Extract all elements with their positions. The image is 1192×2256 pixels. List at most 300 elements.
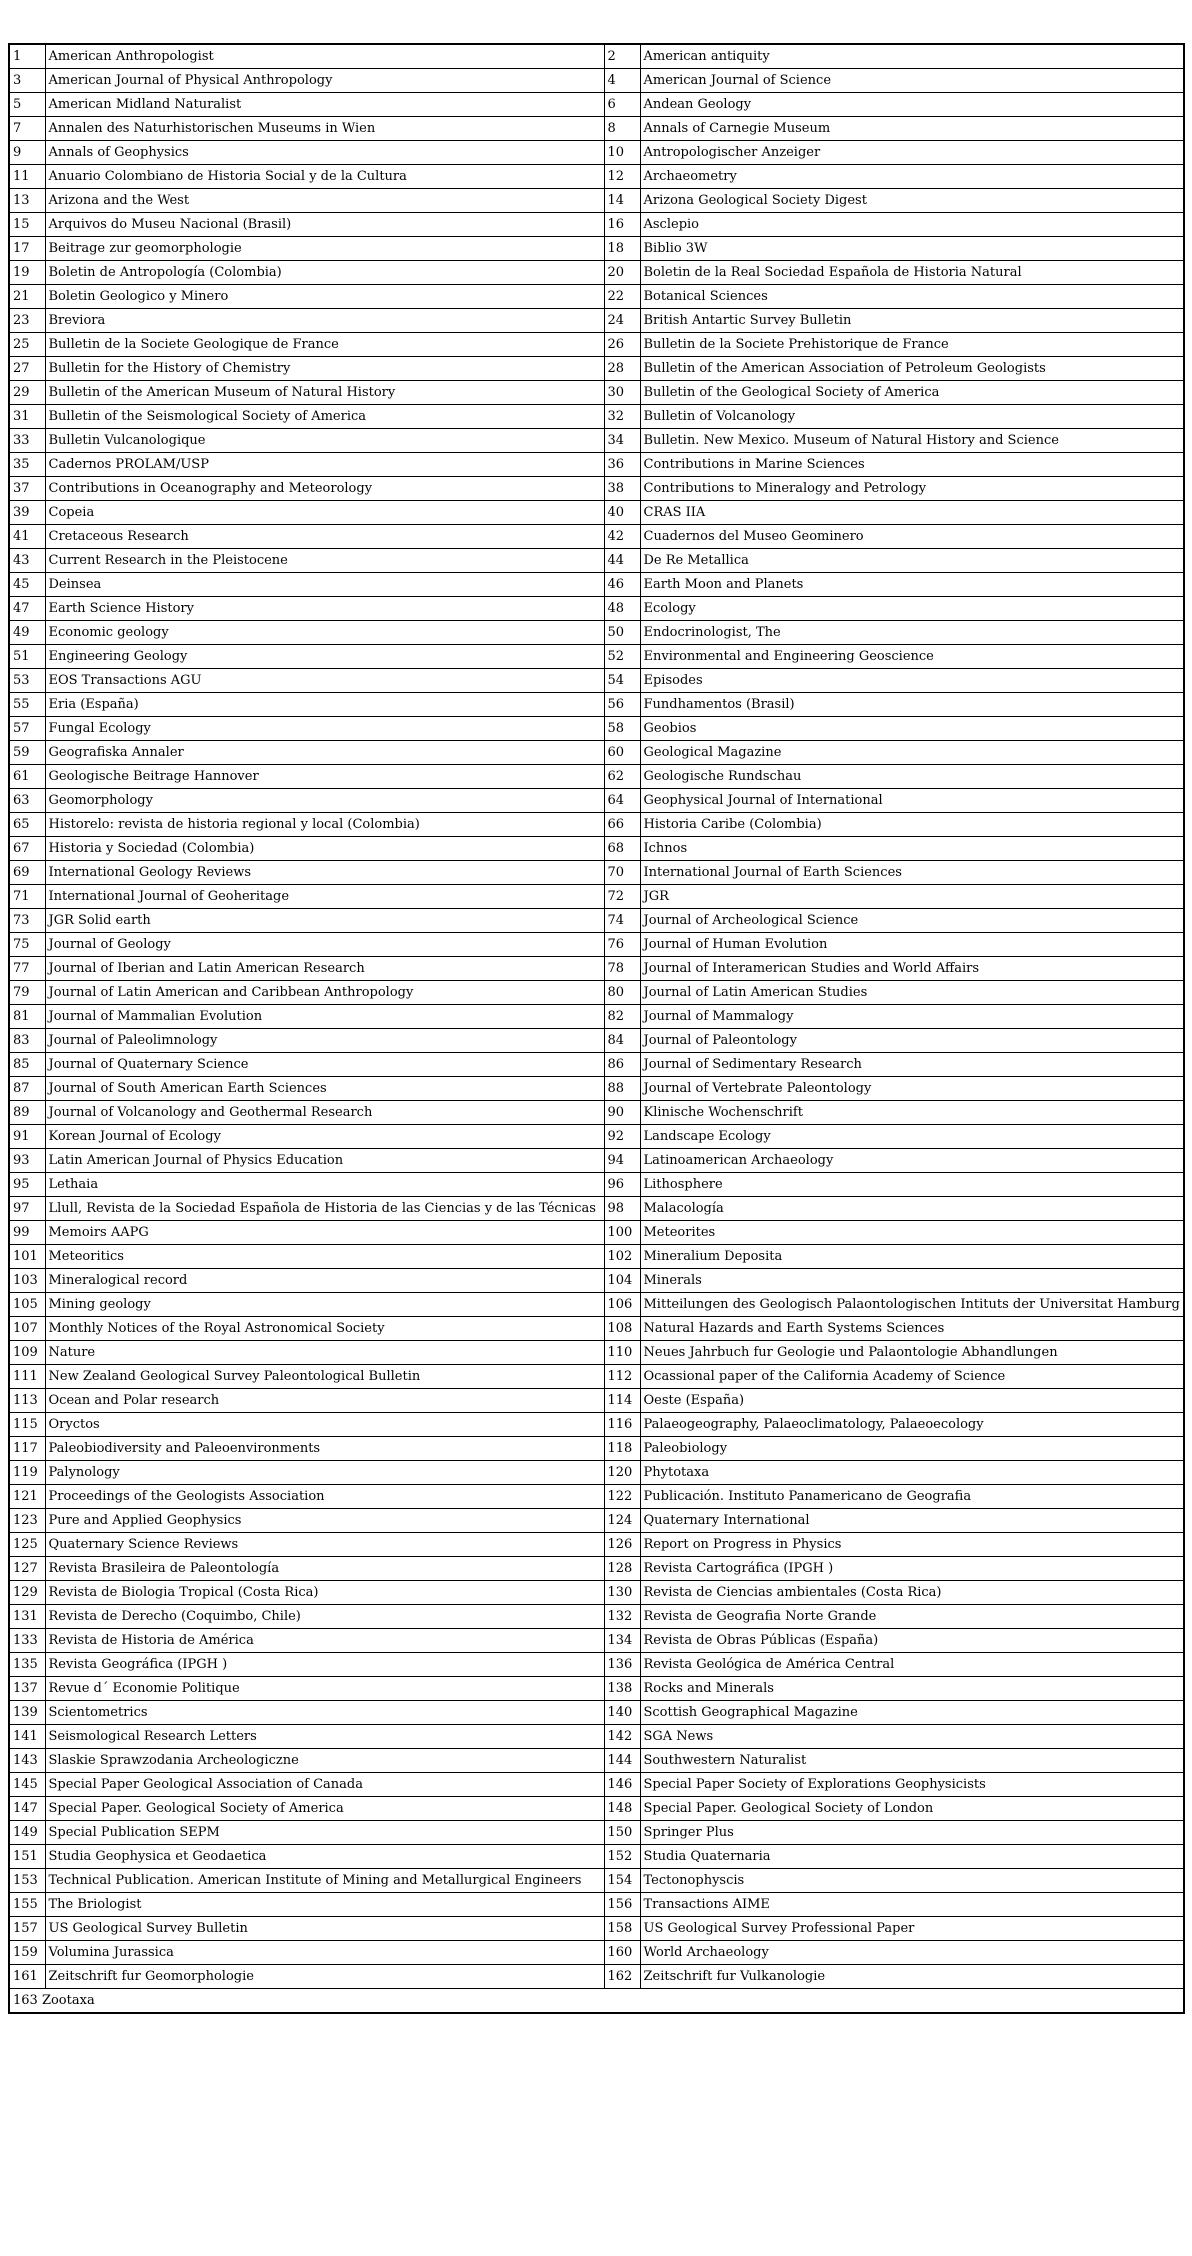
index-cell: 128 [604, 1557, 640, 1581]
journal-cell: American Journal of Science [640, 69, 1184, 93]
table-row [9, 1197, 1184, 1221]
journal-cell: Antropologischer Anzeiger [640, 141, 1184, 165]
journal-cell: Annals of Carnegie Museum [640, 117, 1184, 141]
journal-cell: Geobios [640, 717, 1184, 741]
journal-cell: Engineering Geology [45, 645, 604, 669]
table-row [9, 1749, 1184, 1773]
journal-cell: CRAS IIA [640, 501, 1184, 525]
table-row [9, 477, 1184, 501]
index-cell: 81 [9, 1005, 45, 1029]
journal-cell: Fungal Ecology [45, 717, 604, 741]
journal-cell: Journal of Latin American Studies [640, 981, 1184, 1005]
table-row [9, 1317, 1184, 1341]
index-cell: 39 [9, 501, 45, 525]
journal-cell: British Antartic Survey Bulletin [640, 309, 1184, 333]
index-cell: 3 [9, 69, 45, 93]
index-cell: 55 [9, 693, 45, 717]
table-row [9, 1677, 1184, 1701]
journal-cell: Cretaceous Research [45, 525, 604, 549]
journal-cell: Deinsea [45, 573, 604, 597]
index-cell: 119 [9, 1461, 45, 1485]
journal-cell: Contributions in Marine Sciences [640, 453, 1184, 477]
journal-cell: Journal of Paleontology [640, 1029, 1184, 1053]
journal-cell: Arquivos do Museu Nacional (Brasil) [45, 213, 604, 237]
index-cell: 62 [604, 765, 640, 789]
journal-cell: Revista de Historia de América [45, 1629, 604, 1653]
journal-cell: Special Paper. Geological Society of London [640, 1797, 1184, 1821]
index-cell: 15 [9, 213, 45, 237]
journal-cell: Publicación. Instituto Panamericano de Geografia [640, 1485, 1184, 1509]
index-cell: 70 [604, 861, 640, 885]
index-cell: 13 [9, 189, 45, 213]
index-cell: 156 [604, 1893, 640, 1917]
index-cell: 96 [604, 1173, 640, 1197]
journal-cell: Seismological Research Letters [45, 1725, 604, 1749]
journal-cell: JGR Solid earth [45, 909, 604, 933]
index-cell: 109 [9, 1341, 45, 1365]
journal-cell: Geologische Beitrage Hannover [45, 765, 604, 789]
index-cell: 132 [604, 1605, 640, 1629]
index-cell: 144 [604, 1749, 640, 1773]
index-cell: 18 [604, 237, 640, 261]
table-row [9, 669, 1184, 693]
index-cell: 147 [9, 1797, 45, 1821]
journal-cell: Journal of South American Earth Sciences [45, 1077, 604, 1101]
journal-cell: Lithosphere [640, 1173, 1184, 1197]
journal-cell: Bulletin. New Mexico. Museum of Natural History and Science [640, 429, 1184, 453]
journal-cell: Special Paper. Geological Society of America [45, 1797, 604, 1821]
index-cell: 4 [604, 69, 640, 93]
journal-cell: Historia y Sociedad (Colombia) [45, 837, 604, 861]
index-cell: 148 [604, 1797, 640, 1821]
index-cell: 69 [9, 861, 45, 885]
index-cell: 49 [9, 621, 45, 645]
journal-cell: Journal of Vertebrate Paleontology [640, 1077, 1184, 1101]
index-cell: 6 [604, 93, 640, 117]
index-cell: 32 [604, 405, 640, 429]
journal-cell: Neues Jahrbuch fur Geologie und Palaontologie Abhandlungen [640, 1341, 1184, 1365]
table-row [9, 357, 1184, 381]
index-cell: 30 [604, 381, 640, 405]
table-row [9, 1269, 1184, 1293]
journal-cell: Klinische Wochenschrift [640, 1101, 1184, 1125]
journal-cell: SGA News [640, 1725, 1184, 1749]
journal-cell: Paleobiology [640, 1437, 1184, 1461]
index-cell: 100 [604, 1221, 640, 1245]
journal-cell: Mining geology [45, 1293, 604, 1317]
journal-cell: Ocean and Polar research [45, 1389, 604, 1413]
index-cell: 151 [9, 1845, 45, 1869]
journal-cell: Eria (España) [45, 693, 604, 717]
table-row [9, 429, 1184, 453]
index-cell: 71 [9, 885, 45, 909]
index-cell: 116 [604, 1413, 640, 1437]
index-cell: 25 [9, 333, 45, 357]
table-row [9, 885, 1184, 909]
index-cell: 98 [604, 1197, 640, 1221]
index-cell: 152 [604, 1845, 640, 1869]
index-cell: 56 [604, 693, 640, 717]
journal-cell: American Midland Naturalist [45, 93, 604, 117]
journal-cell: American Journal of Physical Anthropology [45, 69, 604, 93]
table-row [9, 1389, 1184, 1413]
index-cell: 1 [9, 44, 45, 69]
table-row [9, 1293, 1184, 1317]
table-row [9, 1245, 1184, 1269]
journal-cell: Landscape Ecology [640, 1125, 1184, 1149]
index-cell: 80 [604, 981, 640, 1005]
index-cell: 5 [9, 93, 45, 117]
journal-cell: Llull, Revista de la Sociedad Española de Historia de las Ciencias y de las Técnicas [45, 1197, 604, 1221]
index-cell: 145 [9, 1773, 45, 1797]
journal-cell: Revista de Derecho (Coquimbo, Chile) [45, 1605, 604, 1629]
journal-cell: Boletin de Antropología (Colombia) [45, 261, 604, 285]
index-cell: 34 [604, 429, 640, 453]
journal-cell: Volumina Jurassica [45, 1941, 604, 1965]
journal-cell: Oeste (España) [640, 1389, 1184, 1413]
journal-cell: Mineralogical record [45, 1269, 604, 1293]
journal-cell: Bulletin de la Societe Prehistorique de France [640, 333, 1184, 357]
journal-cell: Geologische Rundschau [640, 765, 1184, 789]
index-cell: 135 [9, 1653, 45, 1677]
journal-cell: Journal of Interamerican Studies and World Affairs [640, 957, 1184, 981]
index-cell: 72 [604, 885, 640, 909]
journal-cell: Environmental and Engineering Geoscience [640, 645, 1184, 669]
index-cell: 53 [9, 669, 45, 693]
index-cell: 84 [604, 1029, 640, 1053]
table-row [9, 1029, 1184, 1053]
journal-cell: Endocrinologist, The [640, 621, 1184, 645]
index-cell: 131 [9, 1605, 45, 1629]
index-cell: 126 [604, 1533, 640, 1557]
index-cell: 108 [604, 1317, 640, 1341]
journal-cell: Contributions to Mineralogy and Petrology [640, 477, 1184, 501]
journal-cell: Archaeometry [640, 165, 1184, 189]
journal-cell: Special Paper Geological Association of Canada [45, 1773, 604, 1797]
table-row [9, 1053, 1184, 1077]
index-cell: 21 [9, 285, 45, 309]
journal-cell: Revista de Biologia Tropical (Costa Rica) [45, 1581, 604, 1605]
journal-cell: Scottish Geographical Magazine [640, 1701, 1184, 1725]
index-cell: 94 [604, 1149, 640, 1173]
table-row [9, 1605, 1184, 1629]
journal-cell: Economic geology [45, 621, 604, 645]
table-row [9, 957, 1184, 981]
index-cell: 120 [604, 1461, 640, 1485]
journal-cell: Revista Geográfica (IPGH ) [45, 1653, 604, 1677]
index-cell: 87 [9, 1077, 45, 1101]
index-cell: 76 [604, 933, 640, 957]
index-cell: 59 [9, 741, 45, 765]
table-row [9, 213, 1184, 237]
index-cell: 125 [9, 1533, 45, 1557]
table-row [9, 645, 1184, 669]
journal-cell: Earth Moon and Planets [640, 573, 1184, 597]
table-row [9, 285, 1184, 309]
journal-cell: Journal of Volcanology and Geothermal Research [45, 1101, 604, 1125]
journal-cell: Arizona and the West [45, 189, 604, 213]
index-cell: 65 [9, 813, 45, 837]
index-cell: 57 [9, 717, 45, 741]
journal-cell: Palynology [45, 1461, 604, 1485]
index-cell: 31 [9, 405, 45, 429]
index-cell: 142 [604, 1725, 640, 1749]
journal-cell: Proceedings of the Geologists Association [45, 1485, 604, 1509]
table-row [9, 621, 1184, 645]
index-cell: 97 [9, 1197, 45, 1221]
table-row [9, 549, 1184, 573]
index-cell: 85 [9, 1053, 45, 1077]
index-cell: 157 [9, 1917, 45, 1941]
index-cell: 74 [604, 909, 640, 933]
table-row [9, 909, 1184, 933]
journal-cell: Botanical Sciences [640, 285, 1184, 309]
journal-cell: Earth Science History [45, 597, 604, 621]
journal-cell: Contributions in Oceanography and Meteorology [45, 477, 604, 501]
index-cell: 141 [9, 1725, 45, 1749]
journal-cell: Monthly Notices of the Royal Astronomical Society [45, 1317, 604, 1341]
table-row [9, 117, 1184, 141]
index-cell: 45 [9, 573, 45, 597]
journal-cell: Anuario Colombiano de Historia Social y de la Cultura [45, 165, 604, 189]
journal-cell: Tectonophyscis [640, 1869, 1184, 1893]
journal-cell: Latin American Journal of Physics Education [45, 1149, 604, 1173]
table-row [9, 741, 1184, 765]
journal-cell: Quaternary Science Reviews [45, 1533, 604, 1557]
index-cell: 111 [9, 1365, 45, 1389]
index-cell: 52 [604, 645, 640, 669]
index-cell: 77 [9, 957, 45, 981]
journal-cell: Zeitschrift fur Geomorphologie [45, 1965, 604, 1989]
table-row [9, 1005, 1184, 1029]
table-row [9, 1797, 1184, 1821]
journal-cell: Pure and Applied Geophysics [45, 1509, 604, 1533]
index-cell: 58 [604, 717, 640, 741]
index-cell: 112 [604, 1365, 640, 1389]
table-row [9, 981, 1184, 1005]
journal-cell: Studia Geophysica et Geodaetica [45, 1845, 604, 1869]
index-cell: 107 [9, 1317, 45, 1341]
index-cell: 37 [9, 477, 45, 501]
index-cell: 90 [604, 1101, 640, 1125]
journal-cell: Korean Journal of Ecology [45, 1125, 604, 1149]
journal-cell: Mineralium Deposita [640, 1245, 1184, 1269]
journal-cell: Revue d´ Economie Politique [45, 1677, 604, 1701]
journal-cell: Journal of Mammalian Evolution [45, 1005, 604, 1029]
index-cell: 26 [604, 333, 640, 357]
journal-cell: Annals of Geophysics [45, 141, 604, 165]
index-cell: 2 [604, 44, 640, 69]
index-cell: 117 [9, 1437, 45, 1461]
table-row [9, 1461, 1184, 1485]
table-row [9, 1413, 1184, 1437]
index-cell: 82 [604, 1005, 640, 1029]
journal-cell: 163 Zootaxa [9, 1989, 1184, 2014]
index-cell: 106 [604, 1293, 640, 1317]
journal-cell: Palaeogeography, Palaeoclimatology, Palaeoecology [640, 1413, 1184, 1437]
journal-cell: Bulletin of the Seismological Society of America [45, 405, 604, 429]
table-row [9, 1629, 1184, 1653]
table-row [9, 525, 1184, 549]
index-cell: 51 [9, 645, 45, 669]
table-row [9, 1773, 1184, 1797]
journal-cell: Beitrage zur geomorphologie [45, 237, 604, 261]
journal-cell: American Anthropologist [45, 44, 604, 69]
index-cell: 14 [604, 189, 640, 213]
index-cell: 11 [9, 165, 45, 189]
journal-cell: Springer Plus [640, 1821, 1184, 1845]
journal-cell: Bulletin of Volcanology [640, 405, 1184, 429]
table-row [9, 933, 1184, 957]
index-cell: 50 [604, 621, 640, 645]
table-row [9, 1125, 1184, 1149]
table-row [9, 1917, 1184, 1941]
table-row [9, 597, 1184, 621]
table-row [9, 1869, 1184, 1893]
journal-cell: Malacología [640, 1197, 1184, 1221]
journal-cell: Geografiska Annaler [45, 741, 604, 765]
index-cell: 146 [604, 1773, 640, 1797]
index-cell: 155 [9, 1893, 45, 1917]
journal-cell: Journal of Archeological Science [640, 909, 1184, 933]
index-cell: 134 [604, 1629, 640, 1653]
journal-cell: American antiquity [640, 44, 1184, 69]
journal-cell: Southwestern Naturalist [640, 1749, 1184, 1773]
journal-cell: Ecology [640, 597, 1184, 621]
journal-cell: Boletin de la Real Sociedad Española de Historia Natural [640, 261, 1184, 285]
table-row [9, 861, 1184, 885]
index-cell: 153 [9, 1869, 45, 1893]
index-cell: 160 [604, 1941, 640, 1965]
journal-cell: Arizona Geological Society Digest [640, 189, 1184, 213]
index-cell: 29 [9, 381, 45, 405]
journal-cell: Quaternary International [640, 1509, 1184, 1533]
index-cell: 33 [9, 429, 45, 453]
journal-cell: Report on Progress in Physics [640, 1533, 1184, 1557]
journal-table [8, 43, 1185, 2014]
index-cell: 19 [9, 261, 45, 285]
journal-cell: JGR [640, 885, 1184, 909]
journal-cell: Transactions AIME [640, 1893, 1184, 1917]
journal-cell: Andean Geology [640, 93, 1184, 117]
journal-cell: International Journal of Geoheritage [45, 885, 604, 909]
table-row [9, 1581, 1184, 1605]
journal-cell: EOS Transactions AGU [45, 669, 604, 693]
journal-cell: Latinoamerican Archaeology [640, 1149, 1184, 1173]
journal-cell: Scientometrics [45, 1701, 604, 1725]
table-row [9, 693, 1184, 717]
index-cell: 7 [9, 117, 45, 141]
journal-cell: Geological Magazine [640, 741, 1184, 765]
table-row [9, 453, 1184, 477]
index-cell: 54 [604, 669, 640, 693]
table-row [9, 1173, 1184, 1197]
journal-cell: Nature [45, 1341, 604, 1365]
table-row [9, 1221, 1184, 1245]
index-cell: 104 [604, 1269, 640, 1293]
journal-cell: The Briologist [45, 1893, 604, 1917]
journal-cell: Revista Brasileira de Paleontología [45, 1557, 604, 1581]
journal-cell: Historia Caribe (Colombia) [640, 813, 1184, 837]
index-cell: 101 [9, 1245, 45, 1269]
index-cell: 123 [9, 1509, 45, 1533]
table-row [9, 1965, 1184, 1989]
table-row [9, 501, 1184, 525]
index-cell: 66 [604, 813, 640, 837]
journal-cell: Bulletin of the American Association of Petroleum Geologists [640, 357, 1184, 381]
index-cell: 115 [9, 1413, 45, 1437]
journal-cell: Bulletin Vulcanologique [45, 429, 604, 453]
index-cell: 138 [604, 1677, 640, 1701]
table-row [9, 309, 1184, 333]
journal-cell: Rocks and Minerals [640, 1677, 1184, 1701]
table-row [9, 69, 1184, 93]
index-cell: 124 [604, 1509, 640, 1533]
table-row [9, 1701, 1184, 1725]
table-row [9, 1941, 1184, 1965]
table-row [9, 165, 1184, 189]
journal-cell: Cadernos PROLAM/USP [45, 453, 604, 477]
index-cell: 63 [9, 789, 45, 813]
journal-cell: Revista de Ciencias ambientales (Costa Rica) [640, 1581, 1184, 1605]
table-row [9, 405, 1184, 429]
journal-cell: Phytotaxa [640, 1461, 1184, 1485]
index-cell: 99 [9, 1221, 45, 1245]
journal-cell: Journal of Quaternary Science [45, 1053, 604, 1077]
index-cell: 110 [604, 1341, 640, 1365]
journal-cell: Journal of Latin American and Caribbean Anthropology [45, 981, 604, 1005]
index-cell: 137 [9, 1677, 45, 1701]
table-row [9, 789, 1184, 813]
journal-cell: Meteoritics [45, 1245, 604, 1269]
journal-cell: International Journal of Earth Sciences [640, 861, 1184, 885]
index-cell: 38 [604, 477, 640, 501]
index-cell: 139 [9, 1701, 45, 1725]
index-cell: 121 [9, 1485, 45, 1509]
journal-cell: Bulletin de la Societe Geologique de France [45, 333, 604, 357]
journal-cell: US Geological Survey Bulletin [45, 1917, 604, 1941]
index-cell: 103 [9, 1269, 45, 1293]
journal-cell: Journal of Paleolimnology [45, 1029, 604, 1053]
index-cell: 40 [604, 501, 640, 525]
table-row [9, 1341, 1184, 1365]
index-cell: 154 [604, 1869, 640, 1893]
journal-cell: Asclepio [640, 213, 1184, 237]
journal-cell: Annalen des Naturhistorischen Museums in Wien [45, 117, 604, 141]
index-cell: 92 [604, 1125, 640, 1149]
table-row [9, 1149, 1184, 1173]
index-cell: 10 [604, 141, 640, 165]
journal-cell: Oryctos [45, 1413, 604, 1437]
index-cell: 130 [604, 1581, 640, 1605]
journal-cell: Meteorites [640, 1221, 1184, 1245]
index-cell: 36 [604, 453, 640, 477]
index-cell: 114 [604, 1389, 640, 1413]
journal-cell: Breviora [45, 309, 604, 333]
index-cell: 47 [9, 597, 45, 621]
index-cell: 41 [9, 525, 45, 549]
index-cell: 161 [9, 1965, 45, 1989]
table-row [9, 1365, 1184, 1389]
table-row [9, 44, 1184, 69]
table-row [9, 381, 1184, 405]
table-row [9, 765, 1184, 789]
journal-cell: Bulletin of the American Museum of Natural History [45, 381, 604, 405]
table-row [9, 837, 1184, 861]
table-row [9, 1893, 1184, 1917]
journal-cell: Current Research in the Pleistocene [45, 549, 604, 573]
index-cell: 46 [604, 573, 640, 597]
